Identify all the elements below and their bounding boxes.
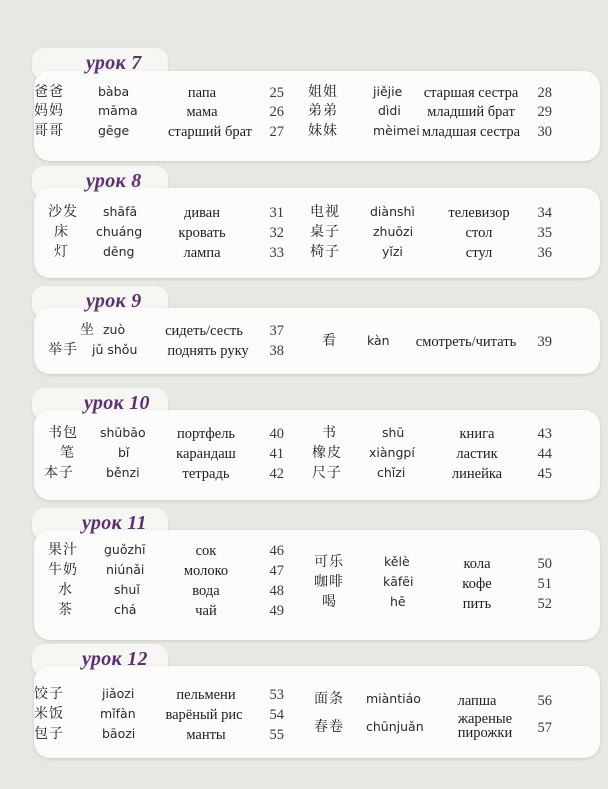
pinyin: yǐzi [382, 244, 403, 259]
hanzi: 电视 [310, 204, 340, 220]
word-number: 25 [269, 85, 284, 101]
word-number: 45 [537, 466, 552, 482]
pinyin: jǔ shǒu [92, 342, 138, 357]
word-number: 42 [269, 466, 284, 482]
word-number: 34 [537, 205, 552, 221]
russian: молоко [183, 563, 229, 579]
lesson-title: урок 11 [82, 512, 147, 534]
hanzi: 牛奶 [48, 562, 78, 578]
hanzi: 姐姐 [308, 84, 338, 100]
hanzi: 饺子 [34, 686, 64, 702]
hanzi: 包子 [34, 726, 64, 742]
word-number: 57 [537, 720, 552, 736]
hanzi: 米饭 [34, 706, 64, 722]
russian: папа [187, 85, 217, 101]
hanzi: 笔 [60, 445, 75, 461]
russian: портфель [176, 426, 236, 442]
pinyin: běnzi [106, 465, 140, 480]
russian: мама [186, 104, 218, 120]
pinyin: diànshì [370, 204, 415, 219]
hanzi: 可乐 [314, 554, 344, 570]
pinyin: māma [98, 103, 138, 118]
word-number: 46 [269, 543, 284, 559]
hanzi: 灯 [54, 244, 69, 260]
word-number: 48 [269, 583, 284, 599]
russian: сидеть/сесть [165, 323, 243, 339]
russian: старшая сестра [423, 85, 519, 101]
word-number: 54 [269, 707, 284, 723]
pinyin: hē [390, 594, 406, 609]
russian: чай [195, 603, 217, 619]
russian: стол [465, 225, 493, 241]
hanzi: 茶 [58, 602, 73, 618]
pinyin: zhuōzi [373, 224, 414, 239]
pinyin: kàn [367, 333, 390, 348]
word-number: 27 [269, 124, 284, 140]
russian: манты [186, 727, 226, 743]
russian: диван [184, 205, 220, 221]
pinyin: chūnjuǎn [366, 719, 424, 734]
lesson-title: урок 7 [86, 52, 142, 74]
pinyin: shū [382, 425, 405, 440]
russian: линейка [451, 466, 503, 482]
russian: варёный рис [165, 707, 243, 723]
word-number: 38 [269, 343, 284, 359]
hanzi: 书包 [48, 425, 78, 441]
word-number: 35 [537, 225, 552, 241]
russian: младший брат [427, 104, 515, 120]
hanzi: 看 [322, 333, 337, 349]
word-number: 47 [269, 563, 284, 579]
pinyin: shāfā [103, 204, 138, 219]
hanzi: 喝 [322, 594, 337, 610]
hanzi: 面条 [314, 691, 344, 707]
hanzi: 哥哥 [34, 123, 64, 139]
word-number: 33 [269, 245, 284, 261]
word-number: 30 [537, 124, 552, 140]
russian: книга [459, 426, 495, 442]
word-number: 52 [537, 596, 552, 612]
pinyin: zuò [103, 322, 126, 337]
pinyin: bàba [98, 84, 130, 99]
hanzi: 书 [322, 425, 337, 441]
lesson-title: урок 10 [84, 392, 150, 414]
russian: старший брат [168, 124, 252, 140]
russian: тетрадь [182, 466, 230, 482]
pinyin: shuǐ [114, 582, 140, 597]
russian: пить [462, 596, 492, 612]
word-number: 53 [269, 687, 284, 703]
hanzi: 妹妹 [308, 123, 338, 139]
pinyin: shūbāo [100, 425, 146, 440]
lesson-title: урок 8 [86, 170, 142, 192]
pinyin: mǐfàn [100, 706, 136, 721]
russian: лампа [183, 245, 221, 261]
russian: кофе [462, 576, 492, 592]
word-number: 44 [537, 446, 552, 462]
word-number: 50 [537, 556, 552, 572]
hanzi: 尺子 [312, 465, 342, 481]
hanzi: 咖啡 [314, 574, 344, 590]
pinyin: mèimei [373, 123, 420, 138]
russian: кола [463, 556, 491, 572]
word-number: 41 [269, 446, 284, 462]
lesson-title: урок 9 [86, 290, 142, 312]
word-number: 43 [537, 426, 552, 442]
russian: жареные пирожки [457, 711, 513, 741]
pinyin: chǐzi [377, 465, 406, 480]
hanzi: 水 [58, 582, 73, 598]
hanzi: 椅子 [310, 244, 340, 260]
pinyin: chuáng [96, 224, 143, 239]
word-number: 32 [269, 225, 284, 241]
pinyin: gēge [98, 123, 130, 138]
pinyin: dēng [103, 244, 135, 259]
pinyin: kāfēi [383, 574, 414, 589]
lesson-title: урок 12 [82, 648, 148, 670]
russian: телевизор [448, 205, 510, 221]
russian: младшая сестра [421, 124, 521, 140]
word-number: 29 [537, 104, 552, 120]
word-number: 40 [269, 426, 284, 442]
word-number: 26 [269, 104, 284, 120]
hanzi: 举手 [48, 342, 78, 358]
hanzi: 橡皮 [312, 445, 342, 461]
hanzi: 妈妈 [34, 103, 64, 119]
pinyin: jiǎozi [102, 686, 135, 701]
hanzi: 爸爸 [34, 84, 64, 100]
word-number: 28 [537, 85, 552, 101]
pinyin: bǐ [118, 445, 130, 460]
hanzi: 春卷 [314, 719, 344, 735]
hanzi: 果汁 [48, 542, 78, 558]
russian: стул [465, 245, 493, 261]
russian: смотреть/читать [415, 334, 517, 350]
hanzi: 桌子 [310, 224, 340, 240]
russian: карандаш [176, 446, 236, 462]
pinyin: xiàngpí [369, 445, 415, 460]
pinyin: jiějie [373, 84, 403, 99]
hanzi: 床 [54, 224, 69, 240]
word-number: 51 [537, 576, 552, 592]
word-number: 37 [269, 323, 284, 339]
russian: поднять руку [167, 343, 249, 359]
russian: пельмени [176, 687, 236, 703]
pinyin: dìdi [378, 103, 401, 118]
pinyin: niúnǎi [106, 562, 145, 577]
word-number: 31 [269, 205, 284, 221]
pinyin: chá [114, 602, 137, 617]
russian: ластик [456, 446, 498, 462]
russian: вода [192, 583, 220, 599]
hanzi: 本子 [44, 465, 74, 481]
pinyin: miàntiáo [366, 691, 421, 706]
word-number: 56 [537, 693, 552, 709]
hanzi: 沙发 [48, 204, 78, 220]
word-number: 55 [269, 727, 284, 743]
word-number: 49 [269, 603, 284, 619]
hanzi: 坐 [80, 322, 95, 338]
hanzi: 弟弟 [308, 103, 338, 119]
pinyin: kělè [384, 554, 410, 569]
russian: лапша [457, 693, 497, 709]
russian: сок [195, 543, 217, 559]
pinyin: bāozi [102, 726, 136, 741]
russian: кровать [178, 225, 226, 241]
word-number: 36 [537, 245, 552, 261]
pinyin: guǒzhī [104, 542, 146, 557]
word-number: 39 [537, 334, 552, 350]
